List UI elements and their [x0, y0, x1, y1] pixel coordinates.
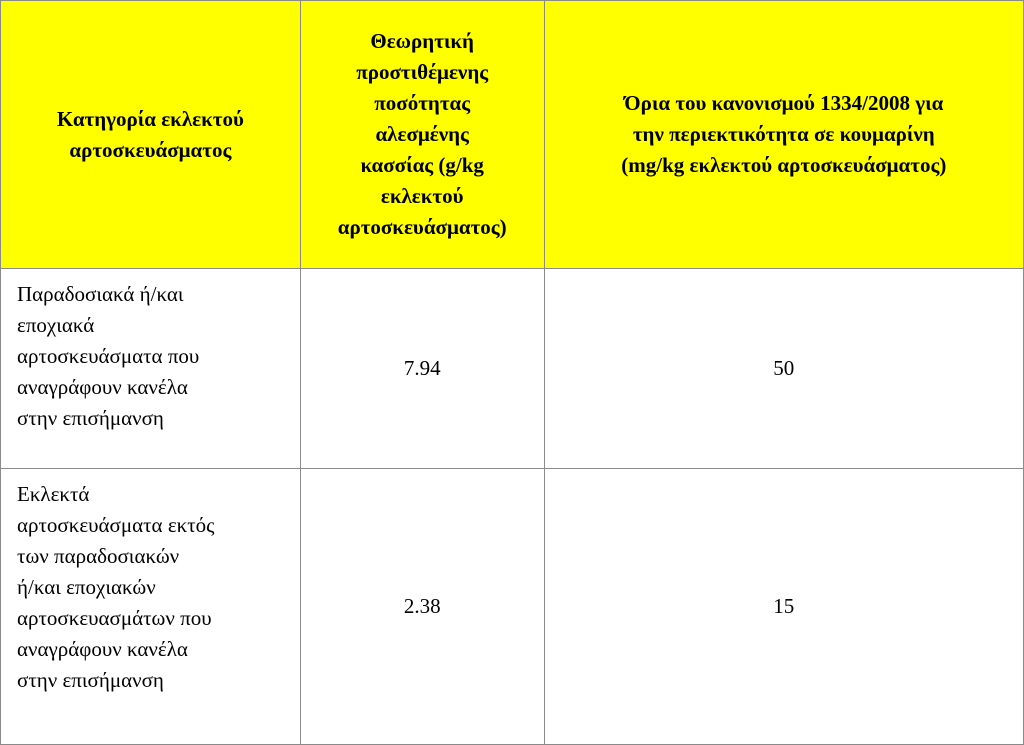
- category-line: αναγράφουν κανέλα: [17, 375, 188, 399]
- header-row: [1, 1, 1024, 269]
- row-category-fine-bakery: [1, 469, 301, 745]
- header-limits-line: Όρια του κανονισμού 1334/2008 για: [624, 91, 944, 115]
- table-row: [1, 269, 1024, 469]
- category-line: ή/και εποχιακών: [17, 575, 156, 599]
- header-limits-line: (mg/kg εκλεκτού αρτοσκευάσματος): [621, 153, 947, 177]
- category-line: εποχιακά: [17, 313, 95, 337]
- category-line: των παραδοσιακών: [17, 544, 180, 568]
- category-line: αναγράφουν κανέλα: [17, 637, 188, 661]
- header-category: [1, 1, 301, 269]
- cassia-value: 7.94: [300, 269, 544, 469]
- header-cassia-quantity: [300, 1, 544, 269]
- limit-value: 15: [544, 469, 1023, 745]
- header-cassia-line: εκλεκτού: [380, 184, 464, 208]
- header-cassia-line: αρτοσκευάσματος): [337, 215, 507, 239]
- header-cassia-line: προστιθέμενης: [356, 60, 489, 84]
- category-line: Παραδοσιακά ή/και: [17, 282, 184, 306]
- category-line: στην επισήμανση: [17, 668, 164, 692]
- header-cassia-line: ποσότητας: [374, 91, 471, 115]
- category-line: στην επισήμανση: [17, 406, 164, 430]
- header-cassia-line: κασσίας (g/kg: [360, 153, 484, 177]
- header-category-line: Κατηγορία εκλεκτού: [56, 106, 244, 131]
- header-coumarin-limits: [544, 1, 1023, 269]
- header-cassia-line: αλεσμένης: [375, 122, 469, 146]
- header-category-line: αρτοσκευάσματος: [69, 137, 232, 162]
- header-cassia-line: Θεωρητική: [370, 29, 474, 53]
- category-line: Εκλεκτά: [17, 482, 90, 506]
- limit-value: 50: [544, 269, 1023, 469]
- table-row: [1, 469, 1024, 745]
- cassia-value: 2.38: [300, 469, 544, 745]
- category-line: αρτοσκευάσματα που: [17, 344, 200, 368]
- row-category-traditional: [1, 269, 301, 469]
- header-limits-line: την περιεκτικότητα σε κουμαρίνη: [632, 122, 935, 146]
- category-line: αρτοσκευασμάτων που: [17, 606, 212, 630]
- category-line: αρτοσκευάσματα εκτός: [17, 513, 215, 537]
